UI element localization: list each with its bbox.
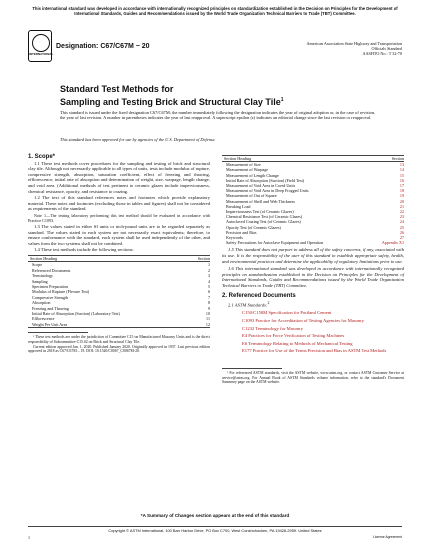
astm-logo (28, 30, 52, 62)
list-item (222, 326, 404, 332)
section-number[interactable]: Appendix X1 (381, 240, 404, 246)
section-name: Precision and Bias (226, 229, 257, 235)
section-name: Modulus of Rupture (Flexure Test) (32, 289, 90, 295)
references-heading: 2. Referenced Documents (222, 292, 296, 299)
section-name: Terminology (32, 273, 54, 279)
table-header: Section Heading Section (224, 156, 404, 161)
title-line-2: Sampling and Testing Brick and Structural Clay Tile$^1$ (60, 96, 284, 107)
reference-title: Practices for Force Verification of Testing Machines (248, 333, 345, 339)
section-name: Specimen Preparation (32, 283, 69, 289)
section-number: 12 (205, 321, 210, 327)
footnote-1: ¹ These test methods are under the jurisdiction of Committee C15 on Manufactured Masonry Units and is the direct responsibility of Subcommittee C15.02 on Brick and Structural Clay Tile. (28, 335, 210, 344)
reference-title: Practice for Use of the Terms Precision and Bias in ASTM Test Methods (252, 348, 387, 354)
scope-para-3: 1.3 The values stated in either SI units or inch-pound units are to be regarded separately as standard. The values stated in each system are not necessarily exact equivalents; therefore, to ensure conformance with the standard, each system shall be used independently of the other, and values from the two systems shall not be combined. (28, 223, 210, 246)
org-line: American Association State Highway and Transportation (306, 41, 402, 46)
section-number[interactable]: 14 (399, 167, 404, 173)
section-name: Measurement of Void Area in Cored Units (226, 183, 296, 189)
scope-note-1: Note 1—The testing laboratory performing this test method should be evaluated in accordance with Practice C1093. (28, 212, 210, 223)
footnotes-left (28, 335, 210, 354)
section-number: 8 (207, 300, 210, 306)
footnote-divider (222, 368, 282, 369)
scope-para-2: 1.2 The text of this standard references notes and footnotes which provide explanatory material. These notes and footnotes (excluding those in tables and figures) shall not be considered as requirements of the standard. (28, 195, 210, 212)
reference-code-link[interactable]: E6 (242, 340, 248, 346)
section-number[interactable]: 20 (399, 198, 404, 204)
section-number[interactable]: 27 (399, 235, 404, 241)
org-line: AASHTO No.: T 32-70 (362, 51, 402, 57)
footnotes-right (222, 371, 404, 385)
title-line-1: Standard Test Methods for (60, 84, 174, 94)
list-item (222, 341, 404, 347)
reference-code-link[interactable]: C1093 (242, 317, 255, 323)
section-name: Measurement of Out of Square (226, 193, 277, 199)
reference-code-link[interactable]: C1232 (242, 325, 255, 331)
section-name: Keywords (226, 235, 243, 241)
section-number: 4 (207, 278, 210, 284)
section-name: Autoclaved Crazing Test (of Ceramic Glazes) (226, 219, 301, 225)
page-number: 1 (28, 535, 30, 540)
reference-title: Practice for Accreditation of Testing Agencies for Masonry (255, 317, 365, 323)
reference-title: Terminology for Masonry (255, 325, 303, 331)
section-number: 10 (205, 310, 210, 316)
section-number[interactable]: 25 (399, 224, 404, 230)
logo-text: INTERNATIONAL (29, 52, 54, 56)
section-name: Measurement of Warpage (226, 167, 269, 173)
dod-approval-note: This standard has been approved for use by agencies of the U.S. Department of Defense. (60, 137, 216, 142)
section-number: 11 (206, 316, 210, 322)
section-name: Breaking Load (226, 203, 251, 209)
section-name: Absorption (32, 300, 51, 306)
section-number[interactable]: 16 (399, 177, 404, 183)
footnote-2: ² For referenced ASTM standards, visit the ASTM website, www.astm.org, or contact ASTM Customer Service at service@astm.org. For Annual Book of ASTM Standards volume information, refer to the standard's Document Summary page on the ASTM website. (222, 370, 404, 385)
issuance-note: This standard is issued under the fixed designation C67/C67M; the number immediately following the designation indicates the year of original adoption or, in the case of revision, the year of last revision. A number in parentheses indicates the year of last reapproval. A superscript epsilon (ε) indicates an editorial change since the last revision or reapproval. (60, 110, 376, 121)
section-number[interactable]: 15 (399, 172, 404, 178)
scope-para-4: 1.4 These test methods include the following sections: (34, 247, 134, 253)
section-number[interactable]: 24 (399, 219, 404, 225)
summary-of-changes-note: *A Summary of Changes section appears at the end of this standard (140, 513, 290, 518)
section-number[interactable]: 26 (399, 229, 404, 235)
section-name: Safety Precautions for Autoclave Equipment and Operation (226, 240, 324, 246)
section-number[interactable]: 17 (399, 183, 404, 189)
section-number: 1 (207, 262, 210, 268)
section-name: Initial Rate of Absorption (Suction) (Field Test) (226, 177, 305, 183)
reference-code-link[interactable]: E177 (242, 348, 252, 354)
section-name: Measurement of Void Area in Deep Frogged Units (226, 188, 309, 194)
designation: Designation: C67/C67M − 20 (56, 43, 150, 50)
scope-heading: 1. Scope* (28, 154, 56, 160)
section-number[interactable]: 22 (399, 209, 404, 215)
table-row (28, 322, 210, 327)
section-name: Opacity Test (of Ceramic Glazes) (226, 224, 281, 230)
section-name: Imperviousness Test (of Ceramic Glazes) (226, 209, 294, 215)
section-name: Measurement of Length Change (226, 172, 279, 178)
org-line: Officials Standard (371, 46, 402, 52)
left-column (28, 155, 210, 354)
section-name: Referenced Documents (32, 267, 71, 273)
section-number: 7 (207, 294, 210, 300)
section-name: Chemical Resistance Test (of Ceramic Glazes) (226, 214, 303, 220)
reference-code-link[interactable]: E4 (242, 333, 248, 339)
section-name: Scope (32, 262, 43, 268)
section-number: 6 (207, 289, 210, 295)
license-link[interactable]: License Agreement (372, 535, 402, 539)
aashto-block (288, 41, 402, 57)
section-number[interactable]: 13 (399, 162, 404, 168)
section-number: 2 (207, 267, 210, 273)
section-name: Weight Per Unit Area (32, 321, 68, 327)
reference-title: Specification for Portland Cement (268, 310, 332, 316)
section-name: Freezing and Thawing (32, 305, 69, 311)
section-number: 3 (207, 273, 210, 279)
section-name: Initial Rate of Absorption (Suction) (Laboratory Test) (32, 310, 120, 316)
table-row (222, 240, 404, 245)
section-name: Measurement of Size (226, 162, 261, 168)
section-name: Measurement of Shell and Web Thickness (226, 198, 295, 204)
list-item (222, 348, 404, 354)
astm-standards-label: 2.1 ASTM Standards:$^2$ (228, 301, 270, 308)
international-standard-notice: This international standard was developed in accordance with internationally recognized principles on standardization established in the Decision on Principles for the Development of International Standards, Guides and Recommendations issued by the World Trade Organization Technical Barriers to Trade (TBT) Committee. (32, 6, 398, 17)
sections-table-left (28, 255, 210, 328)
section-name: Compressive Strength (32, 294, 69, 300)
section-number: 5 (207, 283, 210, 289)
footnote-divider (28, 332, 88, 333)
right-column (222, 155, 404, 385)
sections-table-right (222, 155, 404, 245)
section-number[interactable]: 19 (399, 193, 404, 199)
document-title (60, 84, 284, 107)
section-number[interactable]: 18 (399, 188, 404, 194)
section-name: Efflorescence (32, 316, 55, 322)
list-item (222, 310, 404, 316)
table-header: Section Heading Section (30, 255, 210, 261)
footnote-1-edition: Current edition approved Jan. 1, 2020. Published January 2020. Originally approved in 1937. Last previous edition approved in 2018 as C67/C67M – 19. DOI: 10.1520/C0067_C0067M-20. (28, 344, 210, 354)
list-item (222, 318, 404, 324)
astm-logo-icon (32, 34, 50, 52)
copyright-footer: Copyright © ASTM International, 100 Barr Harbor Drive, PO Box C700, West Conshohocken, PA 19428-2959. United States (28, 526, 402, 534)
reference-code-link[interactable]: C150/C150M (242, 310, 268, 316)
section-number: 9 (207, 305, 210, 311)
section-number[interactable]: 21 (399, 203, 404, 209)
section-name: Sampling (32, 278, 48, 284)
reference-title: Terminology Relating to Methods of Mechanical Testing (248, 340, 353, 346)
reference-list (222, 310, 404, 354)
safety-para: 1.5 This standard does not purport to address all of the safety concerns, if any, associated with its use. It is the responsibility of the user of this standard to establish appropriate safety, health, and environmental practices and determine the applicability of regulatory limitations prior to use. (222, 247, 404, 264)
tbt-para: 1.6 This international standard was developed in accordance with internationally recognized principles on standardization established in the Decision on Principles for the Development of International Standards, Guides and Recommendations issued by the World Trade Organization Technical Barriers to Trade (TBT) Committee. (222, 266, 404, 289)
section-number[interactable]: 23 (399, 214, 404, 220)
list-item (222, 333, 404, 339)
scope-para-1: 1.1 These test methods cover procedures for the sampling and testing of brick and structural clay tile. Although not necessarily applicable to all types of units, tests include modulus of rupture, compressive strength, absorption, saturation coefficient, effect of freezing and thawing, efflorescence, initial rate of absorption and determination of weight, size, warpage, length change, and void area. (Additional methods of test pertinent to ceramic glazes include imperviousness, chemical resistance, opacity, and resistance to crazing. (28, 160, 210, 194)
title-footnote-ref: 1 (280, 96, 284, 103)
